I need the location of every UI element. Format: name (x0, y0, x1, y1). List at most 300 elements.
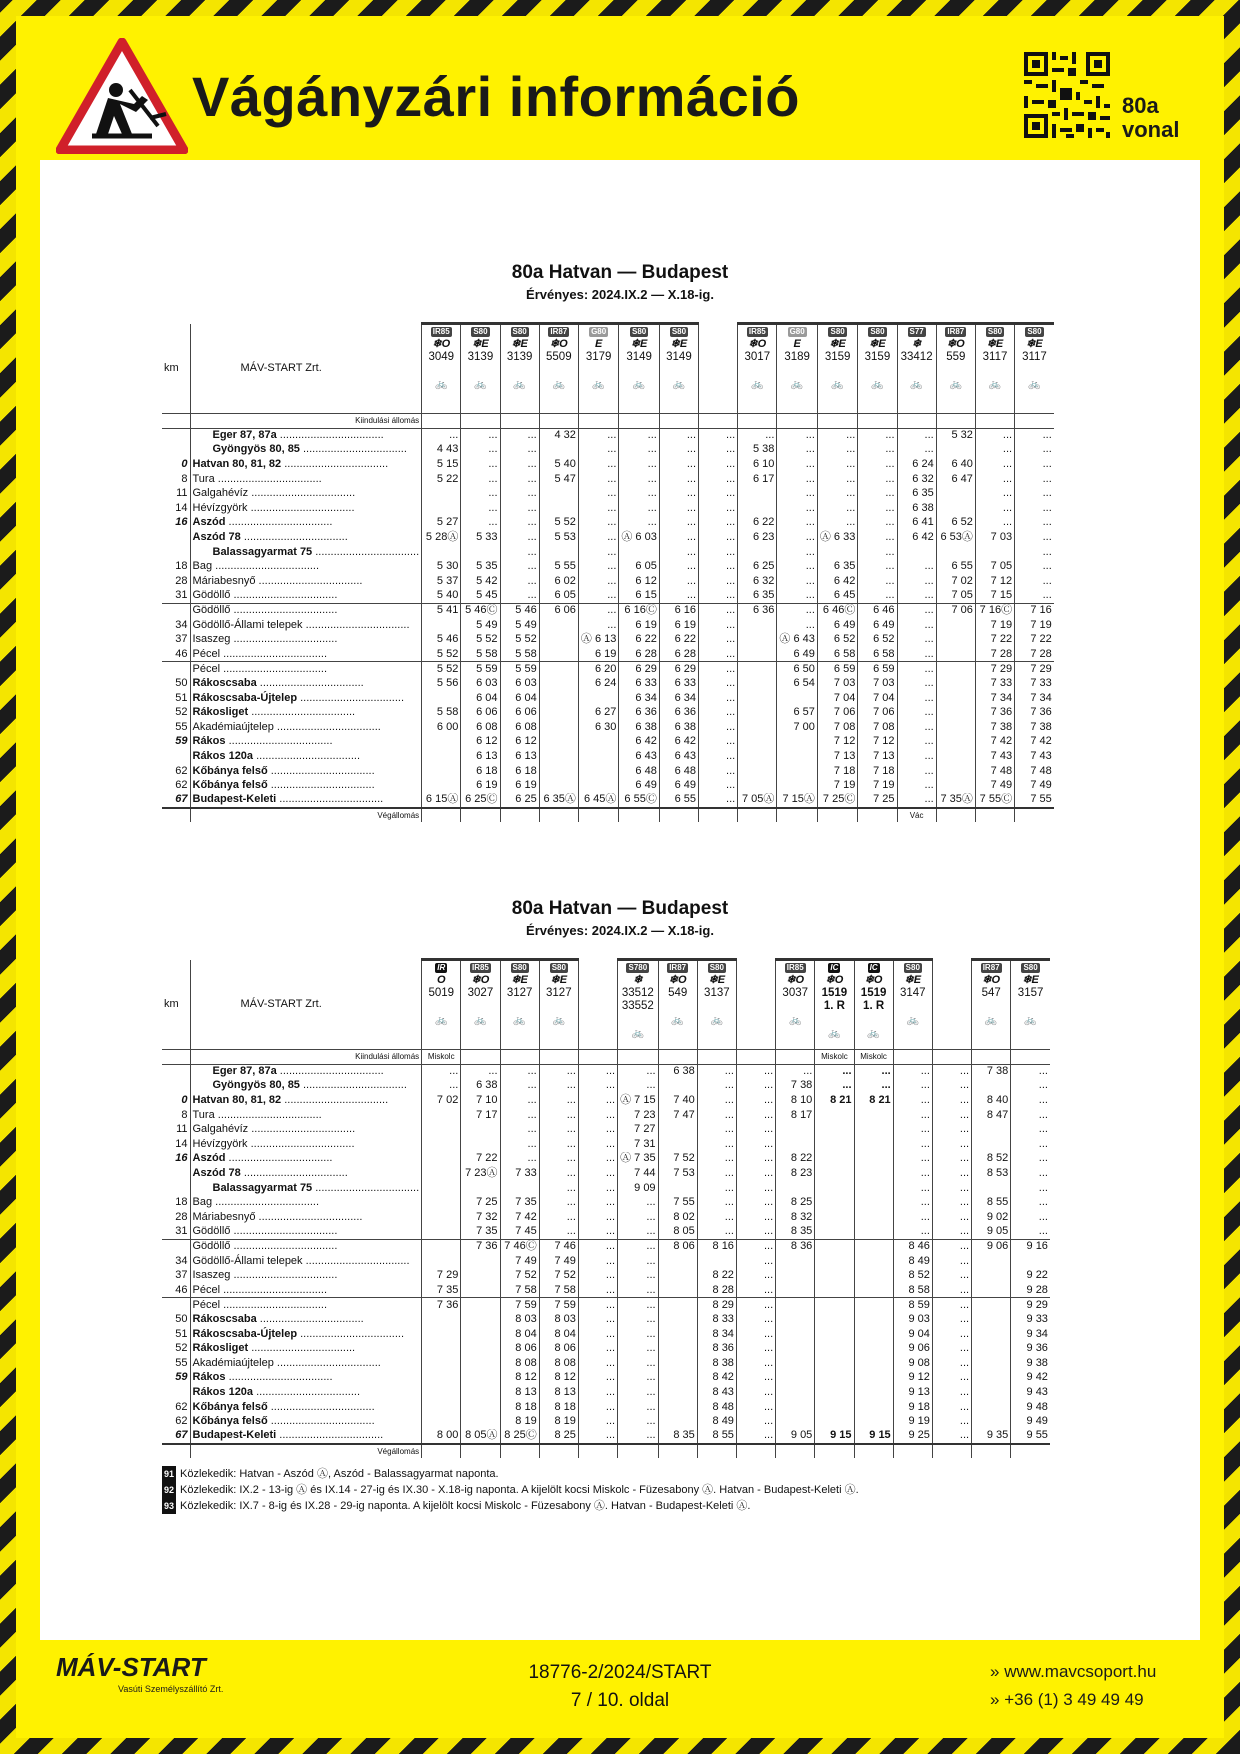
time-cell (658, 1254, 697, 1269)
time-cell: Ⓐ 6 33 (817, 530, 857, 545)
table-row (162, 618, 1054, 633)
time-cell: 6 04 (500, 691, 539, 706)
time-cell: 8 29 (697, 1298, 736, 1313)
time-cell: 8 06 (658, 1239, 697, 1254)
leader-dots: .................................. (225, 1371, 333, 1384)
km-value: 8 (162, 1108, 190, 1123)
time-cell: ... (777, 545, 817, 560)
station-name (190, 1064, 422, 1079)
time-cell: ... (736, 1122, 775, 1137)
bicycle-icon: 🚲 (631, 1028, 645, 1039)
time-cell: 6 19 (659, 618, 698, 633)
time-cell: 5 58 (500, 647, 539, 662)
table-row (162, 1312, 1050, 1327)
station-name (190, 1108, 422, 1123)
time-cell (854, 1195, 893, 1210)
time-cell (578, 778, 618, 793)
time-cell: ... (897, 603, 936, 618)
station-name (190, 1137, 422, 1152)
time-cell (972, 1327, 1011, 1342)
time-cell: ... (699, 428, 738, 443)
time-cell: 6 33 (619, 676, 659, 691)
time-cell: 8 19 (500, 1414, 539, 1429)
time-cell (658, 1371, 697, 1386)
service-symbol: ❄E (869, 338, 886, 350)
leader-dots: .................................. (214, 472, 322, 485)
time-cell: 8 03 (500, 1312, 539, 1327)
time-cell: ... (697, 1225, 736, 1240)
time-cell: 5 22 (422, 472, 461, 487)
time-cell: 5 59 (500, 662, 539, 677)
station-name (190, 1195, 422, 1210)
time-cell (422, 1385, 461, 1400)
table-row (162, 1166, 1050, 1181)
train-number: 3159 (864, 351, 891, 363)
time-cell (422, 749, 461, 764)
time-cell: 7 35 (461, 1225, 500, 1240)
train-category-badge (820, 325, 855, 338)
time-cell: 6 06 (500, 705, 539, 720)
time-cell: ... (1015, 501, 1054, 516)
website-link[interactable] (990, 1662, 1156, 1682)
time-cell: 4 32 (539, 428, 578, 443)
time-cell: ... (539, 1108, 578, 1123)
time-cell: ... (618, 1254, 658, 1269)
train-column-header (578, 324, 618, 414)
station-label: Kőbánya felső (192, 779, 268, 792)
time-cell: 6 59 (858, 662, 897, 677)
time-cell: ... (893, 1152, 932, 1167)
end-label: Végállomás (190, 1444, 422, 1459)
time-cell: 6 28 (619, 647, 659, 662)
time-cell: 9 28 (1011, 1283, 1050, 1298)
station-label: Rákoscsaba-Újtelep (192, 691, 298, 704)
time-cell: 7 55 (658, 1195, 697, 1210)
station-label: Hatvan 80, 81, 82 (192, 1094, 282, 1107)
time-cell: ... (736, 1268, 775, 1283)
service-symbol: ❄O (748, 338, 767, 350)
operator-label: MÁV-START Zrt. (240, 361, 322, 374)
time-cell: ... (932, 1283, 971, 1298)
time-cell: 7 22 (461, 1152, 500, 1167)
time-cell (975, 545, 1014, 560)
time-cell: ... (699, 647, 738, 662)
leader-dots: .................................. (230, 604, 338, 617)
time-cell (815, 1254, 854, 1269)
end-cell (858, 808, 897, 823)
time-cell: 9 15 (854, 1429, 893, 1444)
mav-start-logo: MÁV-START (56, 1652, 206, 1682)
time-cell: ... (619, 457, 659, 472)
phone-text: +36 (1) 3 49 49 49 (1004, 1690, 1144, 1709)
train-column-header (777, 324, 817, 414)
category-ir85: IR85 (748, 327, 766, 336)
train-number: 3117 (1022, 351, 1047, 363)
time-cell: ... (897, 764, 936, 779)
time-cell: 7 58 (539, 1283, 578, 1298)
time-cell: 7 52 (539, 1268, 578, 1283)
station-label: Rákoscsaba-Újtelep (192, 1327, 298, 1340)
station-name (190, 1356, 422, 1371)
time-cell (422, 1210, 461, 1225)
time-cell (658, 1414, 697, 1429)
time-cell (422, 1414, 461, 1429)
time-cell: ... (736, 1312, 775, 1327)
time-cell: 9 35 (972, 1429, 1011, 1444)
time-cell: ... (539, 1181, 578, 1196)
time-cell: 7 17 (461, 1108, 500, 1123)
km-empty (162, 1444, 190, 1459)
time-cell: 8 36 (697, 1341, 736, 1356)
bicycle-icon: 🚲 (831, 379, 844, 390)
time-cell (776, 1414, 815, 1429)
time-cell: ... (932, 1079, 971, 1094)
station-label: Rákosliget (192, 706, 249, 719)
time-cell: 5 38 (738, 443, 777, 458)
end-station-row (162, 808, 1054, 823)
table1-title: 80a Hatvan — Budapest (511, 262, 729, 283)
time-cell (776, 1385, 815, 1400)
table-row (162, 1385, 1050, 1400)
time-cell: 6 25 (500, 793, 539, 808)
time-cell (422, 1225, 461, 1240)
time-cell: ... (858, 443, 897, 458)
time-cell: ... (858, 559, 897, 574)
time-cell: 8 25 (539, 1429, 578, 1444)
time-cell: ... (659, 516, 698, 531)
time-cell: 6 28 (659, 647, 698, 662)
time-cell: 7 12 (975, 574, 1014, 589)
km-value (162, 1064, 190, 1079)
train-number: 549 (668, 987, 688, 999)
bicycle-icon: 🚲 (435, 379, 448, 390)
time-cell: 8 12 (500, 1371, 539, 1386)
time-cell (936, 545, 975, 560)
time-cell: 6 55 (659, 793, 698, 808)
time-cell: ... (699, 501, 738, 516)
time-cell: 6 45 (817, 589, 857, 604)
km-value: 62 (162, 1414, 190, 1429)
time-cell: 5 30 (422, 559, 461, 574)
service-symbol: ❄O (432, 338, 451, 350)
document-code: 18776-2/2024/START (528, 1662, 712, 1683)
start-cell: Miskolc (854, 1050, 893, 1065)
start-cell (932, 1050, 971, 1065)
train-number: 3049 (428, 351, 455, 363)
category-ir: IR (437, 963, 446, 972)
time-cell (422, 545, 461, 560)
km-empty (162, 414, 190, 429)
time-cell: ... (578, 1093, 617, 1108)
time-cell (461, 1254, 500, 1269)
time-cell: 8 13 (539, 1385, 578, 1400)
category-ir87: IR87 (550, 327, 568, 336)
time-cell: 7 46Ⓒ (500, 1239, 539, 1254)
end-station-row (162, 1444, 1050, 1459)
time-cell: 9 05 (776, 1429, 815, 1444)
time-cell (658, 1283, 697, 1298)
time-cell (422, 1254, 461, 1269)
start-cell (500, 1050, 539, 1065)
service-symbol: ❄E (511, 338, 528, 350)
station-label: Bag (192, 560, 213, 573)
time-cell: ... (817, 516, 857, 531)
time-cell (422, 1181, 461, 1196)
time-cell: ... (619, 501, 659, 516)
time-cell (936, 647, 975, 662)
time-cell: 9 49 (1011, 1414, 1050, 1429)
start-station-row (162, 414, 1054, 429)
station-name (190, 1327, 422, 1342)
time-cell: ... (777, 486, 817, 501)
time-cell: ... (539, 1122, 578, 1137)
train-column-header (815, 960, 854, 1050)
station-name (190, 428, 422, 443)
time-cell: 8 36 (776, 1239, 815, 1254)
line-label: 80a vonal (1122, 93, 1180, 142)
time-cell (815, 1166, 854, 1181)
time-cell: 7 36 (1015, 705, 1054, 720)
time-cell: ... (932, 1254, 971, 1269)
station-label: Tura (192, 1108, 215, 1121)
time-cell (854, 1122, 893, 1137)
station-label: Balassagyarmat 75 (212, 1181, 313, 1194)
time-cell: 6 22 (659, 632, 698, 647)
time-cell (658, 1137, 697, 1152)
time-cell: ... (500, 1122, 539, 1137)
km-value: 59 (162, 1371, 190, 1386)
table-row (162, 1371, 1050, 1386)
time-cell: 6 13 (461, 749, 500, 764)
time-cell: 9 33 (1011, 1312, 1050, 1327)
train-number: 33412 (900, 351, 933, 363)
time-cell (658, 1181, 697, 1196)
station-name (190, 589, 422, 604)
train-column-header (500, 324, 539, 414)
station-label: Gödöllő (192, 1225, 231, 1238)
time-cell: ... (932, 1268, 971, 1283)
time-cell: 7 32 (461, 1210, 500, 1225)
time-cell: 7 13 (817, 749, 857, 764)
time-cell: ... (619, 486, 659, 501)
time-cell (422, 735, 461, 750)
end-cell (659, 808, 698, 823)
time-cell: 7 33 (500, 1166, 539, 1181)
time-cell: ... (500, 443, 539, 458)
time-cell: ... (736, 1239, 775, 1254)
time-cell (854, 1254, 893, 1269)
start-cell (461, 414, 500, 429)
time-cell: 8 47 (972, 1108, 1011, 1123)
train-column-header (618, 960, 658, 1050)
leader-dots: .................................. (299, 1079, 407, 1092)
time-cell: 6 02 (539, 574, 578, 589)
time-cell: 6 05 (539, 589, 578, 604)
time-cell (936, 720, 975, 735)
time-cell: ... (578, 486, 618, 501)
time-cell: ... (932, 1166, 971, 1181)
station-label: Akadémiaújtelep (192, 1356, 274, 1369)
leader-dots: .................................. (253, 1385, 361, 1398)
time-cell: ... (500, 1079, 539, 1094)
time-cell: ... (817, 457, 857, 472)
time-cell (422, 1137, 461, 1152)
category-ir87: IR87 (947, 327, 965, 336)
station-label: Gödöllő-Állami telepek (192, 1254, 303, 1267)
km-value: 18 (162, 559, 190, 574)
time-cell: ... (699, 793, 738, 808)
time-cell: 7 38 (776, 1079, 815, 1094)
time-cell: ... (461, 428, 500, 443)
leader-dots: .................................. (312, 1181, 420, 1194)
start-cell (897, 414, 936, 429)
time-cell: 9 05 (972, 1225, 1011, 1240)
time-cell: 7 49 (539, 1254, 578, 1269)
leader-dots: .................................. (267, 1415, 375, 1428)
time-cell (422, 1371, 461, 1386)
time-cell: 7 35 (500, 1195, 539, 1210)
time-cell: 6 38 (658, 1064, 697, 1079)
phone-link[interactable] (990, 1690, 1144, 1710)
time-cell: 8 55 (697, 1429, 736, 1444)
time-cell: ... (699, 603, 738, 618)
time-cell: ... (539, 1225, 578, 1240)
time-cell: 7 08 (817, 720, 857, 735)
time-cell: 7 31 (618, 1137, 658, 1152)
time-cell: 9 36 (1011, 1341, 1050, 1356)
time-cell: ... (697, 1152, 736, 1167)
table-row (162, 428, 1054, 443)
time-cell: ... (699, 530, 738, 545)
time-cell: ... (659, 443, 698, 458)
time-cell: ... (975, 516, 1014, 531)
station-name (190, 1385, 422, 1400)
table-row (162, 1108, 1050, 1123)
time-cell: ... (578, 472, 618, 487)
time-cell: ... (817, 472, 857, 487)
time-cell: ... (1015, 486, 1054, 501)
time-cell (738, 632, 777, 647)
station-name (190, 749, 422, 764)
category-s77: S77 (909, 327, 924, 336)
time-cell: 8 05Ⓐ (461, 1429, 500, 1444)
time-cell: 6 25Ⓒ (461, 793, 500, 808)
end-cell (777, 808, 817, 823)
time-cell: ... (539, 1210, 578, 1225)
time-cell: 9 06 (972, 1239, 1011, 1254)
time-cell: ... (893, 1166, 932, 1181)
km-value: 37 (162, 1268, 190, 1283)
end-cell (422, 808, 461, 823)
time-cell: 8 28 (697, 1283, 736, 1298)
km-value: 46 (162, 1283, 190, 1298)
time-cell: 7 03 (975, 530, 1014, 545)
time-cell: 7 58 (500, 1283, 539, 1298)
km-value: 11 (162, 486, 190, 501)
table-row (162, 530, 1054, 545)
time-cell: 6 16Ⓒ (619, 603, 659, 618)
start-cell (817, 414, 857, 429)
time-cell (658, 1079, 697, 1094)
station-name (190, 647, 422, 662)
start-cell (858, 414, 897, 429)
time-cell: 6 22 (738, 516, 777, 531)
start-cell (936, 414, 975, 429)
time-cell: 7 23 (618, 1108, 658, 1123)
time-cell (697, 1254, 736, 1269)
time-cell: 6 49 (659, 778, 698, 793)
time-cell: 8 40 (972, 1093, 1011, 1108)
km-value (162, 603, 190, 618)
time-cell: 7 44 (618, 1166, 658, 1181)
service-symbol: ❄E (550, 974, 568, 986)
train-column-header (736, 960, 775, 1050)
time-cell: ... (697, 1122, 736, 1137)
time-cell: 5 42 (461, 574, 500, 589)
service-symbol: ❄O (786, 974, 805, 986)
time-cell: ... (858, 472, 897, 487)
qr-code-icon[interactable] (1022, 50, 1112, 140)
start-cell (1011, 1050, 1050, 1065)
service-symbol: ❄O (668, 974, 687, 986)
time-cell (815, 1181, 854, 1196)
time-cell (461, 1371, 500, 1386)
service-symbol: ❄E (511, 974, 528, 986)
time-cell: 7 15Ⓐ (777, 793, 817, 808)
train-number: 33512 33552 (621, 987, 654, 1012)
time-cell: ... (578, 1327, 617, 1342)
table-row (162, 472, 1054, 487)
train-column-header (1015, 324, 1054, 414)
time-cell: ... (500, 1093, 539, 1108)
time-cell: ... (500, 428, 539, 443)
time-cell: 6 38 (659, 720, 698, 735)
time-cell (815, 1210, 854, 1225)
category-s80: S80 (671, 327, 687, 336)
start-cell (422, 414, 461, 429)
station-name (190, 1181, 422, 1196)
time-cell: 9 02 (972, 1210, 1011, 1225)
time-cell: ... (932, 1108, 971, 1123)
time-cell (539, 632, 578, 647)
time-cell: 7 34 (975, 691, 1014, 706)
time-cell: 7 49 (1015, 778, 1054, 793)
station-name (190, 1400, 422, 1415)
time-cell: 7 10 (461, 1093, 500, 1108)
footnote-text: Közlekedik: IX.2 - 13-ig Ⓐ és IX.14 - 27-ig és IX.30 - X.18-ig naponta. A kijelölt kocsi Miskolc - Füzesabony Ⓐ. Hatvan - Budapest-Keleti Ⓐ. (180, 1484, 859, 1497)
table-row (162, 1254, 1050, 1269)
time-cell: ... (578, 1283, 617, 1298)
time-cell: 6 35 (817, 559, 857, 574)
time-cell: ... (777, 559, 817, 574)
time-cell: 6 49 (619, 778, 659, 793)
end-cell (578, 1444, 617, 1459)
operator-label: MÁV-START Zrt. (240, 997, 322, 1010)
service-symbol: ❄O (825, 974, 844, 986)
time-cell: ... (1011, 1166, 1050, 1181)
station-name (190, 1283, 422, 1298)
time-cell (422, 778, 461, 793)
station-label: Máriabesnyő (192, 1210, 256, 1223)
time-cell: ... (500, 1064, 539, 1079)
time-cell: 7 06 (858, 705, 897, 720)
end-label: Végállomás (190, 808, 422, 823)
time-cell (776, 1356, 815, 1371)
time-cell: 6 00 (422, 720, 461, 735)
leader-dots: .................................. (248, 706, 356, 719)
time-cell (776, 1283, 815, 1298)
time-cell: 6 46Ⓒ (817, 603, 857, 618)
